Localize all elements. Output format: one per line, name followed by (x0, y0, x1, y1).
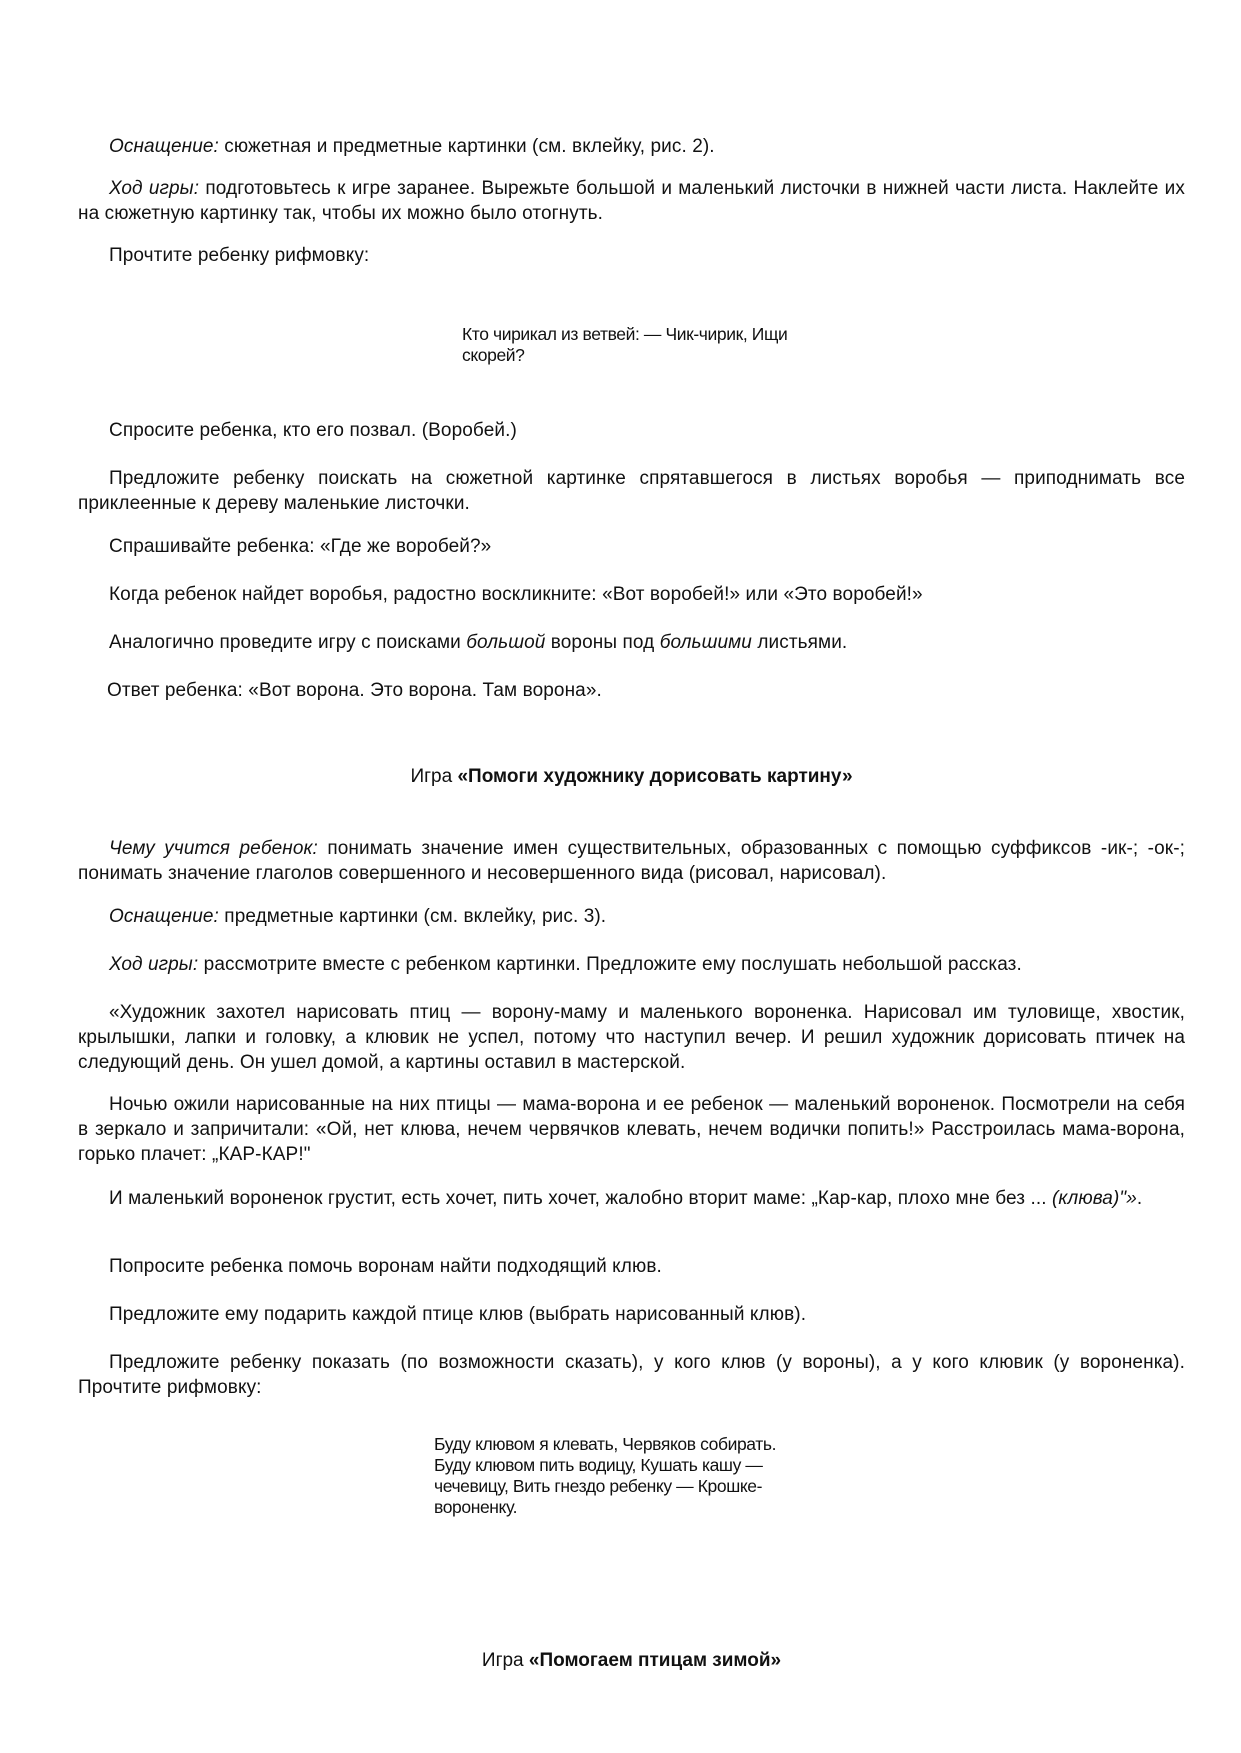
story-text: Ночью ожили нарисованные на них птицы — мама-ворона и ее ребенок — маленький вороненок. Посмотрели на себя в зеркало и запричитали: «Ой, нет клюва, нечем червячков клевать, нечем водички попить!» Расстроилась мама-ворона, горько плачет: „КАР-КАР!" (78, 1094, 1185, 1165)
equipment-paragraph-1 (78, 134, 1185, 159)
learns-paragraph (78, 836, 1185, 886)
learns-text: понимать значение имен существительных, образованных с помощью суффиксов -ик-; -ок-; понимать значение глаголов совершенного и несовершенного вида (рисовал, нарисовал). (78, 838, 1185, 884)
course-text: подготовьтесь к игре заранее. Вырежьте большой и маленький листочки в нижней части листа. Наклейте их на сюжетную картинку так, чтобы их можно было отогнуть. (78, 178, 1185, 224)
equipment-label: Оснащение: (109, 906, 219, 927)
story-text: И маленький вороненок грустит, есть хочет, пить хочет, жалобно вторит маме: „Кар-кар, плохо мне без ... (109, 1188, 1052, 1209)
learns-label: Чему учится ребенок: (109, 838, 318, 859)
child-answer-text: Ответ ребенка: «Вот ворона. Это ворона. Там ворона». (107, 680, 602, 701)
ask-where-text: Спрашивайте ребенка: «Где же воробей?» (109, 536, 492, 557)
course-label: Ход игры: (109, 178, 200, 199)
course-paragraph-1 (78, 176, 1185, 226)
suggest-show-paragraph (78, 1350, 1185, 1400)
when-found-text: Когда ребенок найдет воробья, радостно воскликните: «Вот воробей!» или «Это воробей!» (109, 584, 923, 605)
child-answer-paragraph (78, 678, 1185, 703)
similar-text: листьями. (751, 632, 848, 653)
story-text: . (1136, 1188, 1143, 1209)
when-found-paragraph (78, 582, 1185, 607)
poem-line: Кто чирикал из ветвей: — Чик-чирик, Ищи (462, 324, 788, 344)
suggest-gift-text: Предложите ему подарить каждой птице клюв (выбрать нарисованный клюв). (109, 1304, 807, 1325)
read-rhyme-paragraph (78, 243, 1185, 268)
story-paragraph-3 (78, 1186, 1185, 1211)
suggest-gift-paragraph (78, 1302, 1185, 1327)
poem-line: Буду клювом пить водицу, Кушать кашу — (434, 1455, 763, 1475)
equipment-paragraph-2 (78, 904, 1185, 929)
ask-child-text: Спросите ребенка, кто его позвал. (Воробей.) (109, 420, 517, 441)
ask-child-paragraph (78, 418, 1185, 443)
suggest-search-paragraph (78, 466, 1185, 516)
equipment-label: Оснащение: (109, 136, 219, 157)
ask-help-text: Попросите ребенка помочь воронам найти подходящий клюв. (109, 1256, 662, 1277)
course-label: Ход игры: (109, 954, 199, 975)
course-text: рассмотрите вместе с ребенком картинки. Предложите ему послушать небольшой рассказ. (198, 954, 1022, 975)
ask-help-paragraph (78, 1254, 1185, 1279)
heading-title: «Помоги художнику дорисовать картину» (457, 766, 853, 787)
course-paragraph-2 (78, 952, 1185, 977)
story-paragraph-1 (78, 1000, 1185, 1075)
emphasis-big: большой (466, 632, 546, 653)
heading-prefix: Игра (481, 1650, 529, 1671)
suggest-show-text: Предложите ребенку показать (по возможности сказать), у кого клюв (у вороны), а у кого клювик (у вороненка). Прочтите рифмовку: (78, 1352, 1185, 1398)
poem-sparrow (462, 324, 787, 366)
similar-text: Аналогично проведите игру с поисками (109, 632, 467, 653)
poem-line: чечевицу, Вить гнездо ребенку — Крошке- (434, 1476, 763, 1496)
story-italic: (клюва)"» (1052, 1188, 1137, 1209)
poem-line: вороненку. (434, 1497, 518, 1517)
heading-prefix: Игра (410, 766, 458, 787)
heading-title: «Помогаем птицам зимой» (528, 1650, 782, 1671)
poem-beak (434, 1434, 776, 1518)
section-heading-help-artist (78, 764, 1185, 789)
story-text: «Художник захотел нарисовать птиц — ворону-маму и маленького вороненка. Нарисовал им туловище, хвостик, крылышки, лапки и головку, а клювик не успел, потому что наступил вечер. И решил художник дорисовать птичек на следующий день. Он ушел домой, а картины оставил в мастерской. (78, 1002, 1185, 1073)
poem-line: Буду клювом я клевать, Червяков собирать. (434, 1434, 777, 1454)
poem-line: скорей? (462, 345, 525, 365)
section-heading-help-birds-winter (78, 1648, 1185, 1673)
equipment-text: сюжетная и предметные картинки (см. вклейку, рис. 2). (218, 136, 715, 157)
emphasis-bigger: большими (659, 632, 752, 653)
read-rhyme-text: Прочтите ребенку рифмовку: (109, 245, 370, 266)
equipment-text: предметные картинки (см. вклейку, рис. 3). (218, 906, 607, 927)
similar-text: вороны под (545, 632, 660, 653)
similar-game-paragraph (78, 630, 1185, 655)
ask-where-paragraph (78, 534, 1185, 559)
story-paragraph-2 (78, 1092, 1185, 1167)
suggest-search-text: Предложите ребенку поискать на сюжетной картинке спрятавшегося в листьях воробья — приподнимать все приклеенные к дереву маленькие листочки. (78, 468, 1185, 514)
